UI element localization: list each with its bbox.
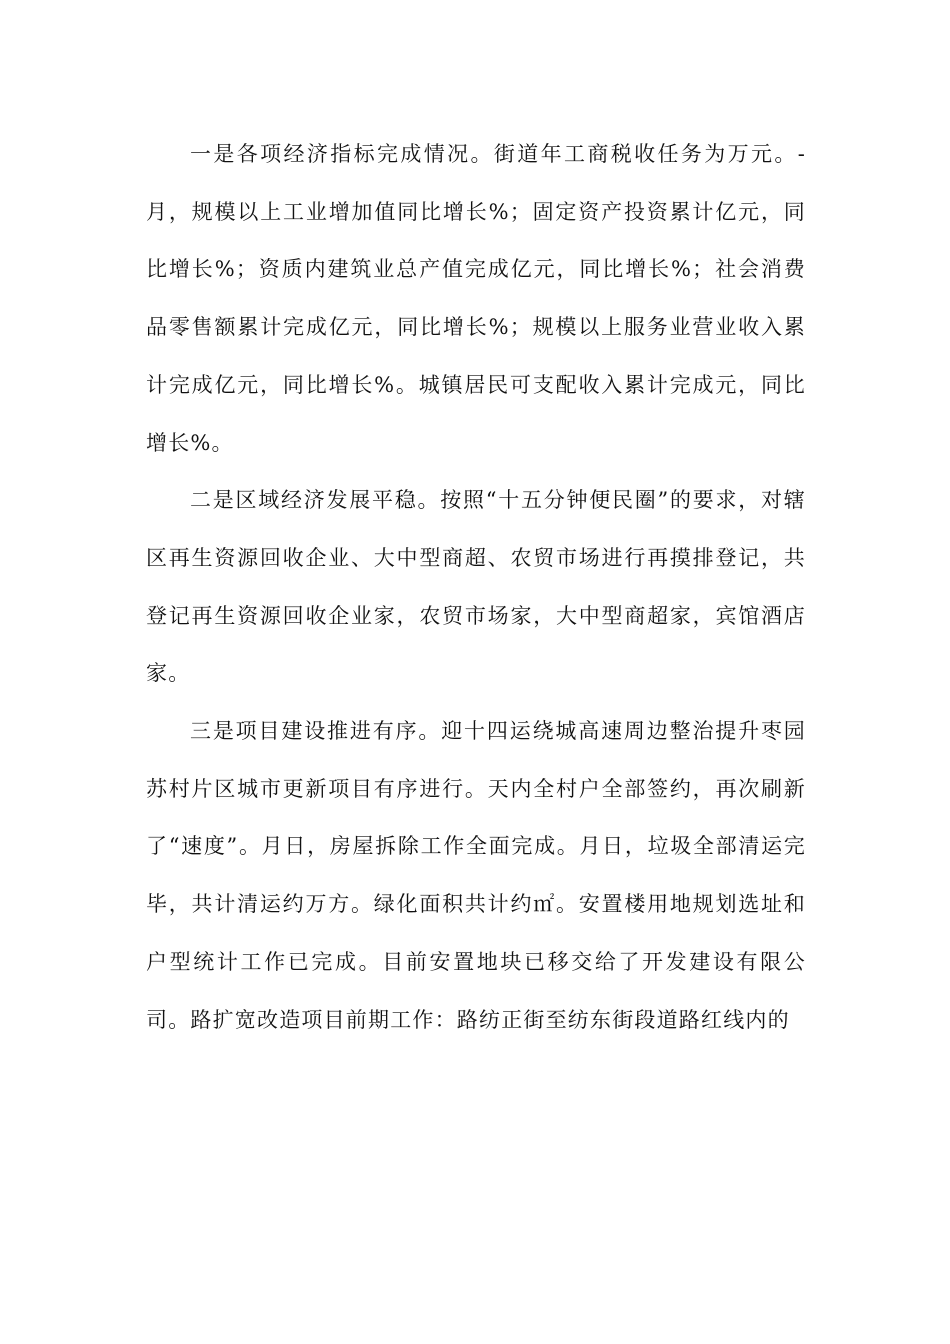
paragraph-project-construction: 三是项目建设推进有序。迎十四运绕城高速周边整治提升枣园苏村片区城市更新项目有序进行。天内全村户全部签约，再次刷新了“速度”。月日，房屋拆除工作全面完成。月日，垃圾全部清运完毕，共计清运约万方。绿化面积共计约㎡。安置楼用地规划选址和户型统计工作已完成。目前安置地块已移交给了开发建设有限公司。路扩宽改造项目前期工作：路纺正街至纺东街段道路红线内的 (146, 719, 806, 1032)
paragraph-regional-economy: 二是区域经济发展平稳。按照“十五分钟便民圈”的要求，对辖区再生资源回收企业、大中型商超、农贸市场进行再摸排登记，共登记再生资源回收企业家，农贸市场家，大中型商超家，宾馆酒店家。 (146, 488, 806, 686)
paragraph-economic-indicators: 一是各项经济指标完成情况。街道年工商税收任务为万元。-月，规模以上工业增加值同比增长%；固定资产投资累计亿元，同比增长%；资质内建筑业总产值完成亿元，同比增长%；社会消费品零售额累计完成亿元，同比增长%；规模以上服务业营业收入累计完成亿元，同比增长%。城镇居民可支配收入累计完成元，同比增长%。 (146, 142, 806, 455)
document-body (146, 126, 806, 1049)
